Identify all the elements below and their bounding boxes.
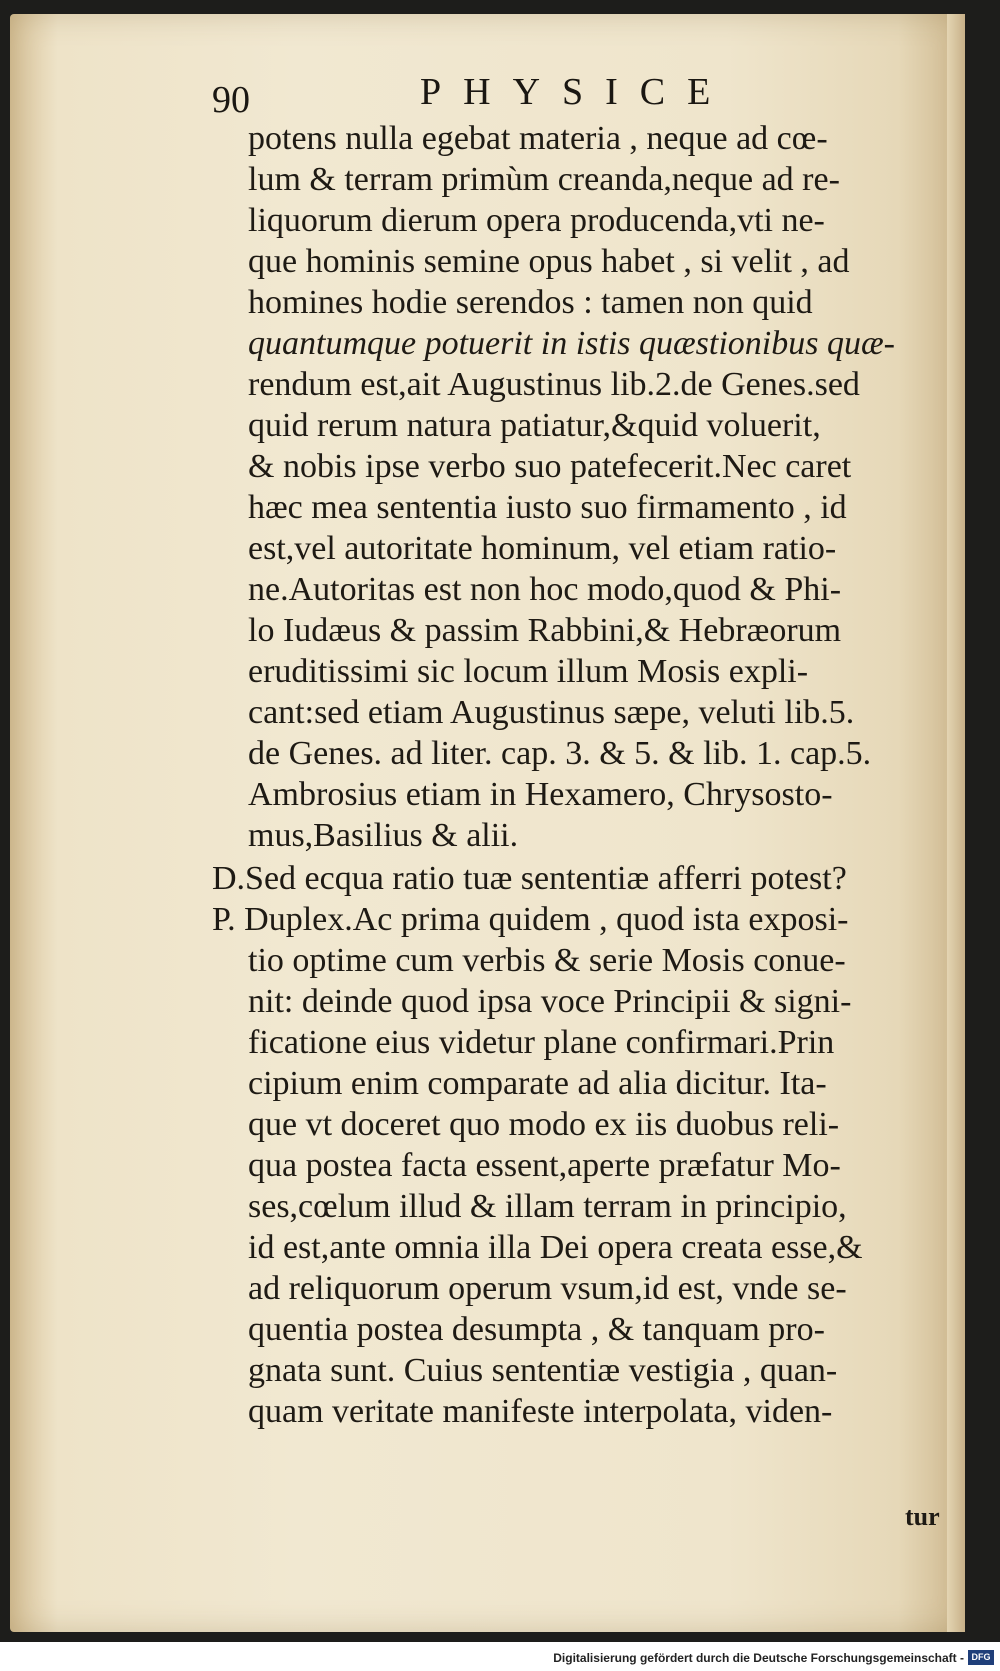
page-edge — [947, 14, 965, 1632]
text-line: ses,cœlum illud & illam terram in principio, — [248, 1188, 847, 1225]
text-line: qua postea facta essent,aperte præfatur Mo- — [248, 1147, 841, 1184]
text-line: D.Sed ecqua ratio tuæ sententiæ afferri potest? — [212, 860, 847, 897]
text-line: Ambrosius etiam in Hexamero, Chrysosto- — [248, 776, 833, 813]
text-line: gnata sunt. Cuius sententiæ vestigia , quan- — [248, 1352, 838, 1389]
text-line: quentia postea desumpta , & tanquam pro- — [248, 1311, 825, 1348]
text-line: homines hodie serendos : tamen non quid — [248, 284, 813, 321]
text-line: ficatione eius videtur plane confirmari.Prin — [248, 1024, 835, 1061]
running-head: PHYSICE — [420, 71, 733, 113]
text-line: cant:sed etiam Augustinus sæpe, veluti lib.5. — [248, 694, 855, 731]
page-number: 90 — [212, 79, 250, 121]
text-line: hæc mea sententia iusto suo firmamento , id — [248, 489, 847, 526]
text-line: est,vel autoritate hominum, vel etiam ratio- — [248, 530, 837, 567]
text-line: quantumque potuerit in istis quæstionibus quæ- — [248, 325, 895, 362]
text-line: id est,ante omnia illa Dei opera creata esse,& — [248, 1229, 863, 1266]
text-line: lum & terram primùm creanda,neque ad re- — [248, 161, 840, 198]
text-line: & nobis ipse verbo suo patefecerit.Nec caret — [248, 448, 852, 485]
catchword: tur — [905, 1502, 940, 1531]
text-line: que hominis semine opus habet , si velit , ad — [248, 243, 850, 280]
text-line: que vt doceret quo modo ex iis duobus reli- — [248, 1106, 840, 1143]
text-line: mus,Basilius & alii. — [248, 817, 519, 854]
text-line: liquorum dierum opera producenda,vti ne- — [248, 202, 825, 239]
text-line: P. Duplex.Ac prima quidem , quod ista exposi- — [212, 901, 849, 938]
footer-credit: Digitalisierung gefördert durch die Deutsche Forschungsgemeinschaft - — [553, 1651, 964, 1665]
text-line: ne.Autoritas est non hoc modo,quod & Phi- — [248, 571, 842, 608]
text-line: rendum est,ait Augustinus lib.2.de Genes.sed — [248, 366, 860, 403]
text-line: quam veritate manifeste interpolata, viden- — [248, 1393, 833, 1430]
text-line: cipium enim comparate ad alia dicitur. Ita- — [248, 1065, 827, 1102]
dfg-logo: DFG — [968, 1650, 994, 1665]
text-line: quid rerum natura patiatur,&quid voluerit, — [248, 407, 821, 444]
text-line: tio optime cum verbis & serie Mosis conue- — [248, 942, 846, 979]
text-line: de Genes. ad liter. cap. 3. & 5. & lib. 1. cap.5. — [248, 735, 872, 772]
text-line: lo Iudæus & passim Rabbini,& Hebræorum — [248, 612, 842, 649]
text-line: nit: deinde quod ipsa voce Principii & signi- — [248, 983, 852, 1020]
text-line: potens nulla egebat materia , neque ad cœ- — [248, 120, 828, 157]
text-line: ad reliquorum operum vsum,id est, vnde se- — [248, 1270, 847, 1307]
text-line: eruditissimi sic locum illum Mosis expli- — [248, 653, 809, 690]
